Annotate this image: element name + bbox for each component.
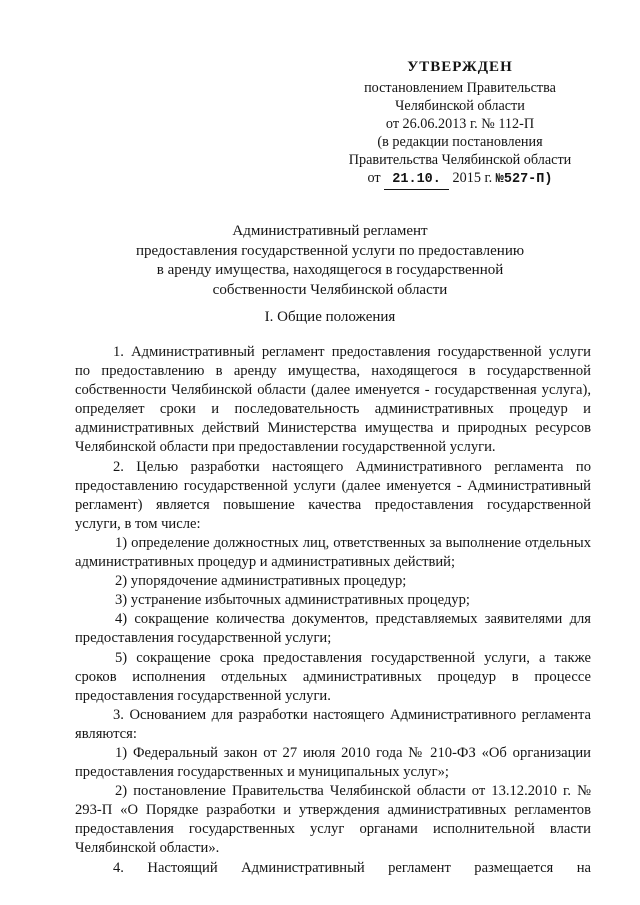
- approval-amend-number: №527-П): [495, 172, 553, 187]
- basis-item-1: 1) Федеральный закон от 27 июля 2010 года № 210-ФЗ «Об организации предоставления государственных и муниципальных услуг»;: [75, 744, 591, 781]
- approval-line-5: Правительства Челябинской области: [348, 152, 572, 168]
- approval-line-1: постановлением Правительства: [364, 80, 556, 96]
- title-line-2: предоставления государственной услуги по предоставлению: [135, 242, 525, 259]
- approval-line-4: (в редакции постановления: [377, 134, 543, 150]
- document-title: [80, 222, 580, 300]
- paragraph-4: 4. Настоящий Административный регламент размещается на: [113, 859, 591, 876]
- title-line-3: в аренду имущества, находящегося в государственной: [156, 262, 504, 278]
- title-line-4: собственности Челябинской области: [212, 281, 448, 298]
- basis-item-2: 2) постановление Правительства Челябинской области от 13.12.2010 г. № 293-П «О Порядке разработки и утверждения административных регламентов предоставления государственных услуг органами исполнительной власти Челябинской области».: [75, 783, 591, 857]
- approval-line-3: от 26.06.2013 г. № 112-П: [385, 116, 535, 132]
- approval-heading: УТВЕРЖДЕН: [407, 59, 513, 75]
- approval-date-year: 2015 г.: [448, 170, 496, 186]
- list-item-1: 1) определение должностных лиц, ответственных за выполнение отдельных административных процедур и административных действий;: [75, 534, 591, 571]
- title-line-1: Административный регламент: [232, 223, 428, 239]
- approval-line-6: [330, 169, 590, 190]
- approval-date-prefix: от: [367, 170, 385, 186]
- approval-stamp: [330, 58, 590, 190]
- list-item-5: 5) сокращение срока предоставления государственной услуги, а также сроков исполнения отдельных административных процедур в процессе предоставления государственной услуги.: [75, 649, 591, 704]
- list-item-4: 4) сокращение количества документов, представляемых заявителями для предоставления государственной услуги;: [75, 611, 591, 647]
- document-body: [75, 343, 591, 878]
- paragraph-1: 1. Административный регламент предоставления государственной услуги по предоставлению в аренду имущества, находящегося в государственной собственности Челябинской области (далее именуется - государственная услуга), определяет сроки и последовательность административных процедур и административных действий Министерства имущества и природных ресурсов Челябинской области при предоставлении государственной услуги.: [75, 344, 591, 456]
- approval-line-2: Челябинской области: [395, 98, 525, 114]
- section-title: I. Общие положения: [264, 309, 396, 325]
- paragraph-2: 2. Целью разработки настоящего Административного регламента по предоставлению государственной услуги (далее именуется - Административный регламент) является повышение качества предоставления государственной услуги, в том числе:: [75, 458, 591, 532]
- list-item-3: 3) устранение избыточных административных процедур;: [115, 592, 470, 609]
- approval-amend-date: 21.10.: [384, 171, 449, 190]
- paragraph-3: 3. Основанием для разработки настоящего Административного регламента являются:: [75, 706, 591, 742]
- list-item-2: 2) упорядочение административных процедур;: [115, 573, 407, 590]
